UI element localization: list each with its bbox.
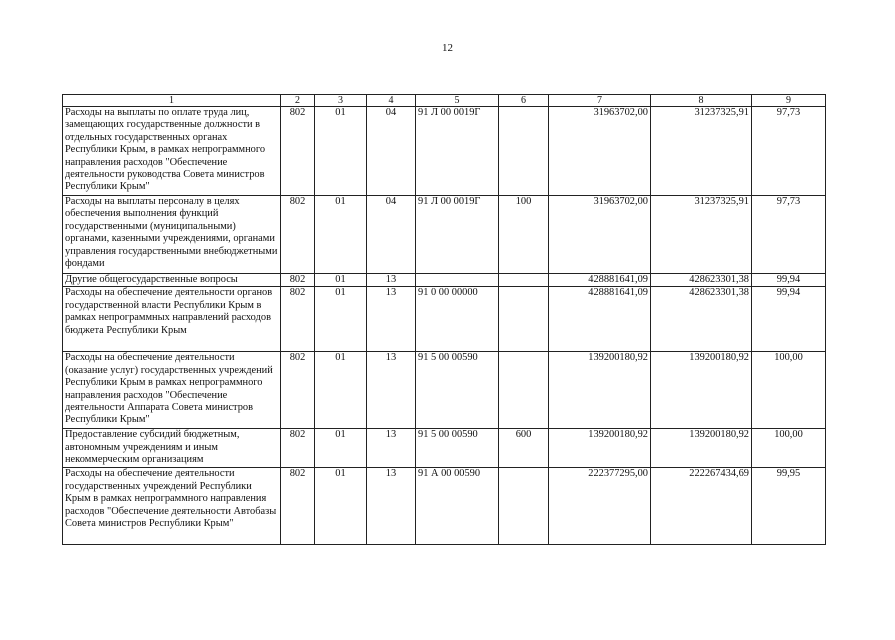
cell-fact: 139200180,92 (651, 352, 752, 429)
cell-ved: 802 (281, 352, 315, 429)
cell-percent: 99,95 (752, 468, 826, 545)
cell-vr (499, 287, 549, 352)
cell-plan: 139200180,92 (549, 352, 651, 429)
table-header-row (63, 95, 826, 107)
cell-ved: 802 (281, 274, 315, 287)
cell-plan: 428881641,09 (549, 274, 651, 287)
cell-rz: 01 (315, 274, 367, 287)
column-header: 9 (752, 95, 826, 107)
cell-ved: 802 (281, 107, 315, 196)
cell-csr: 91 А 00 00590 (416, 468, 499, 545)
cell-fact: 428623301,38 (651, 274, 752, 287)
cell-csr: 91 Л 00 0019Г (416, 107, 499, 196)
cell-csr: 91 Л 00 0019Г (416, 196, 499, 274)
cell-percent: 97,73 (752, 196, 826, 274)
table-row (63, 468, 826, 545)
cell-vr (499, 352, 549, 429)
cell-vr (499, 107, 549, 196)
column-header: 6 (499, 95, 549, 107)
row-name: Расходы на обеспечение деятельности (оказание услуг) государственных учреждений Республики Крым в рамках непрограммного направления расходов "Обеспечение деятельности Аппарата Совета министров Республики Крым" (63, 352, 281, 429)
table-row (63, 107, 826, 196)
cell-vr: 600 (499, 429, 549, 468)
column-header: 2 (281, 95, 315, 107)
row-name: Расходы на выплаты по оплате труда лиц, замещающих государственные должности в отдельных государственных органах Республики Крым, в рамках непрограммного направления расходов "Обеспечение деятельности руководства Совета министров Республики Крым" (63, 107, 281, 196)
row-name: Предоставление субсидий бюджетным, автономным учреждениям и иным некоммерческим организациям (63, 429, 281, 468)
table-row (63, 274, 826, 287)
column-header: 8 (651, 95, 752, 107)
cell-percent: 97,73 (752, 107, 826, 196)
cell-ved: 802 (281, 196, 315, 274)
cell-fact: 428623301,38 (651, 287, 752, 352)
column-header: 3 (315, 95, 367, 107)
cell-pr: 13 (367, 274, 416, 287)
cell-rz: 01 (315, 352, 367, 429)
cell-pr: 13 (367, 352, 416, 429)
cell-csr: 91 0 00 00000 (416, 287, 499, 352)
cell-vr: 100 (499, 196, 549, 274)
cell-pr: 13 (367, 287, 416, 352)
budget-table (62, 94, 826, 545)
cell-ved: 802 (281, 429, 315, 468)
cell-percent: 100,00 (752, 429, 826, 468)
cell-rz: 01 (315, 468, 367, 545)
column-header: 5 (416, 95, 499, 107)
cell-plan: 31963702,00 (549, 107, 651, 196)
table-row (63, 429, 826, 468)
cell-plan: 428881641,09 (549, 287, 651, 352)
cell-fact: 139200180,92 (651, 429, 752, 468)
cell-percent: 100,00 (752, 352, 826, 429)
column-header: 7 (549, 95, 651, 107)
cell-csr (416, 274, 499, 287)
cell-plan: 222377295,00 (549, 468, 651, 545)
cell-vr (499, 274, 549, 287)
cell-pr: 04 (367, 196, 416, 274)
row-name: Другие общегосударственные вопросы (63, 274, 281, 287)
cell-fact: 31237325,91 (651, 107, 752, 196)
cell-csr: 91 5 00 00590 (416, 352, 499, 429)
page-number: 12 (442, 42, 453, 54)
cell-plan: 31963702,00 (549, 196, 651, 274)
column-header: 4 (367, 95, 416, 107)
cell-pr: 13 (367, 468, 416, 545)
cell-rz: 01 (315, 287, 367, 352)
row-name: Расходы на обеспечение деятельности органов государственной власти Республики Крым в рамках непрограммных направлений расходов бюджета Республики Крым (63, 287, 281, 352)
cell-rz: 01 (315, 429, 367, 468)
cell-percent: 99,94 (752, 274, 826, 287)
cell-fact: 222267434,69 (651, 468, 752, 545)
table-row (63, 196, 826, 274)
cell-vr (499, 468, 549, 545)
column-header: 1 (63, 95, 281, 107)
cell-plan: 139200180,92 (549, 429, 651, 468)
cell-rz: 01 (315, 196, 367, 274)
cell-fact: 31237325,91 (651, 196, 752, 274)
cell-percent: 99,94 (752, 287, 826, 352)
table-row (63, 352, 826, 429)
cell-pr: 13 (367, 429, 416, 468)
table-row (63, 287, 826, 352)
cell-ved: 802 (281, 468, 315, 545)
cell-pr: 04 (367, 107, 416, 196)
cell-ved: 802 (281, 287, 315, 352)
row-name: Расходы на обеспечение деятельности государственных учреждений Республики Крым в рамках непрограммного направления расходов "Обеспечение деятельности Автобазы Совета министров Республики Крым" (63, 468, 281, 545)
cell-rz: 01 (315, 107, 367, 196)
cell-csr: 91 5 00 00590 (416, 429, 499, 468)
row-name: Расходы на выплаты персоналу в целях обеспечения выполнения функций государственными (муниципальными) органами, казенными учреждениями, органами управления государственными внебюджетными фондами (63, 196, 281, 274)
